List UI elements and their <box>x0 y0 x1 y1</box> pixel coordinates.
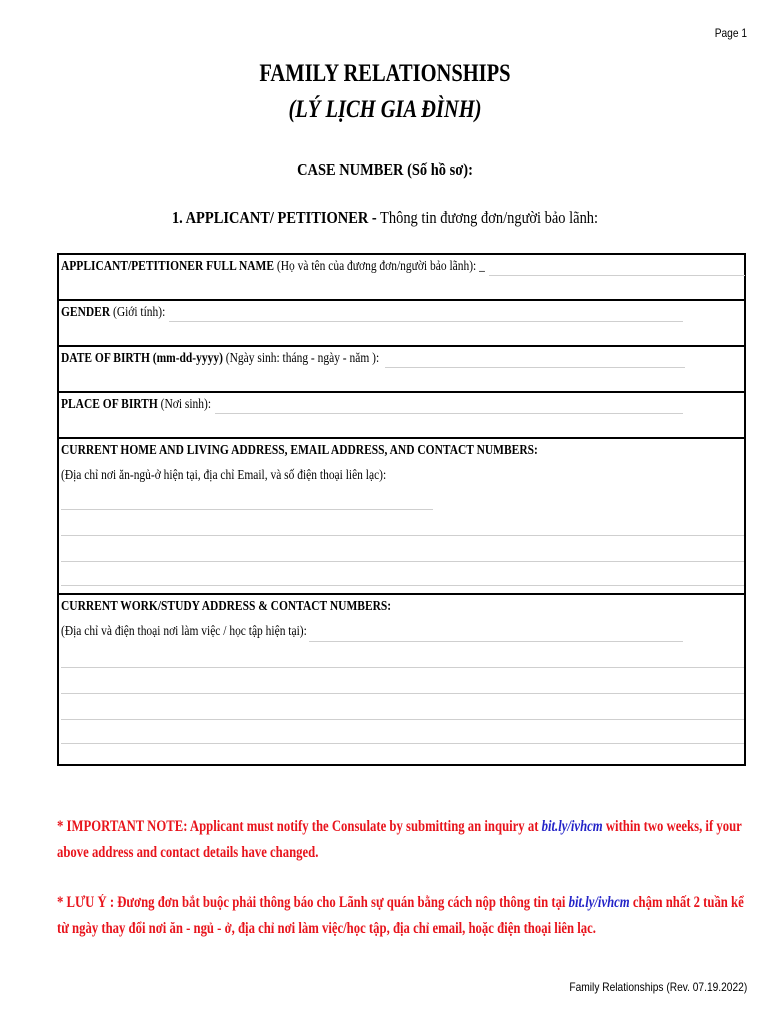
pob-row <box>59 393 744 439</box>
work-address-line-1[interactable] <box>309 641 683 642</box>
important-note-vi: * LƯU Ý : Đương đơn bắt buộc phải thông báo cho Lãnh sự quán bằng cách nộp thông tin tại bit.ly/ivhcm chậm nhất 2 tuần kể từ ngày thay đổi nơi ăn - ngủ - ở, địa chỉ nơi làm việc/học tập, địa chỉ email, hoặc điện thoại liên lạc. <box>57 894 744 937</box>
work-address-line-4[interactable] <box>61 719 744 720</box>
home-address-sublabel: (Địa chỉ nơi ăn-ngủ-ở hiện tại, địa chỉ Email, và số điện thoại liên lạc): <box>61 468 387 483</box>
section-heading-rest: Thông tin đương đơn/người bảo lãnh: <box>376 208 599 227</box>
applicant-form <box>57 253 746 766</box>
full-name-field[interactable] <box>489 275 745 276</box>
work-address-label: CURRENT WORK/STUDY ADDRESS & CONTACT NUMBERS: <box>61 599 392 614</box>
gender-label: GENDER (Giới tính): <box>61 305 166 320</box>
gender-field[interactable] <box>169 321 683 322</box>
home-address-line-3[interactable] <box>61 561 744 562</box>
work-address-line-2[interactable] <box>61 667 744 668</box>
home-address-line-4[interactable] <box>61 585 744 586</box>
case-number-label: CASE NUMBER (Số hồ sơ): <box>297 160 473 179</box>
dob-label: DATE OF BIRTH (mm-dd-yyyy) (Ngày sinh: tháng - ngày - năm ): <box>61 351 380 366</box>
home-address-label: CURRENT HOME AND LIVING ADDRESS, EMAIL ADDRESS, AND CONTACT NUMBERS: <box>61 443 538 458</box>
page-number: Page 1 <box>714 26 747 40</box>
footer-revision: Family Relationships (Rev. 07.19.2022) <box>569 980 747 994</box>
full-name-row <box>59 255 744 301</box>
pob-label: PLACE OF BIRTH (Nơi sinh): <box>61 397 212 412</box>
work-address-sublabel: (Địa chỉ và điện thoại nơi làm việc / học tập hiện tại): <box>61 624 307 639</box>
pob-field[interactable] <box>215 413 683 414</box>
work-address-line-5[interactable] <box>61 743 744 744</box>
consulate-link-en[interactable]: bit.ly/ivhcm <box>541 818 603 835</box>
dob-row <box>59 347 744 393</box>
home-address-row <box>59 439 744 595</box>
important-note-en: * IMPORTANT NOTE: Applicant must notify the Consulate by submitting an inquiry at bit.ly/ivhcm within two weeks, if your above address and contact details have changed. <box>57 818 742 861</box>
section-heading <box>58 208 713 228</box>
page-subtitle: (LÝ LỊCH GIA ĐÌNH) <box>288 96 482 123</box>
work-address-line-3[interactable] <box>61 693 744 694</box>
section-heading-bold: 1. APPLICANT/ PETITIONER - <box>171 208 377 227</box>
full-name-label: APPLICANT/PETITIONER FULL NAME (Họ và tên của đương đơn/người bảo lãnh): _ <box>61 259 485 274</box>
home-address-line-2[interactable] <box>61 535 744 536</box>
consulate-link-vi[interactable]: bit.ly/ivhcm <box>568 894 630 911</box>
gender-row <box>59 301 744 347</box>
page-title: FAMILY RELATIONSHIPS <box>259 60 511 87</box>
work-address-row <box>59 595 744 766</box>
home-address-line-1[interactable] <box>61 509 433 510</box>
dob-field[interactable] <box>385 367 685 368</box>
